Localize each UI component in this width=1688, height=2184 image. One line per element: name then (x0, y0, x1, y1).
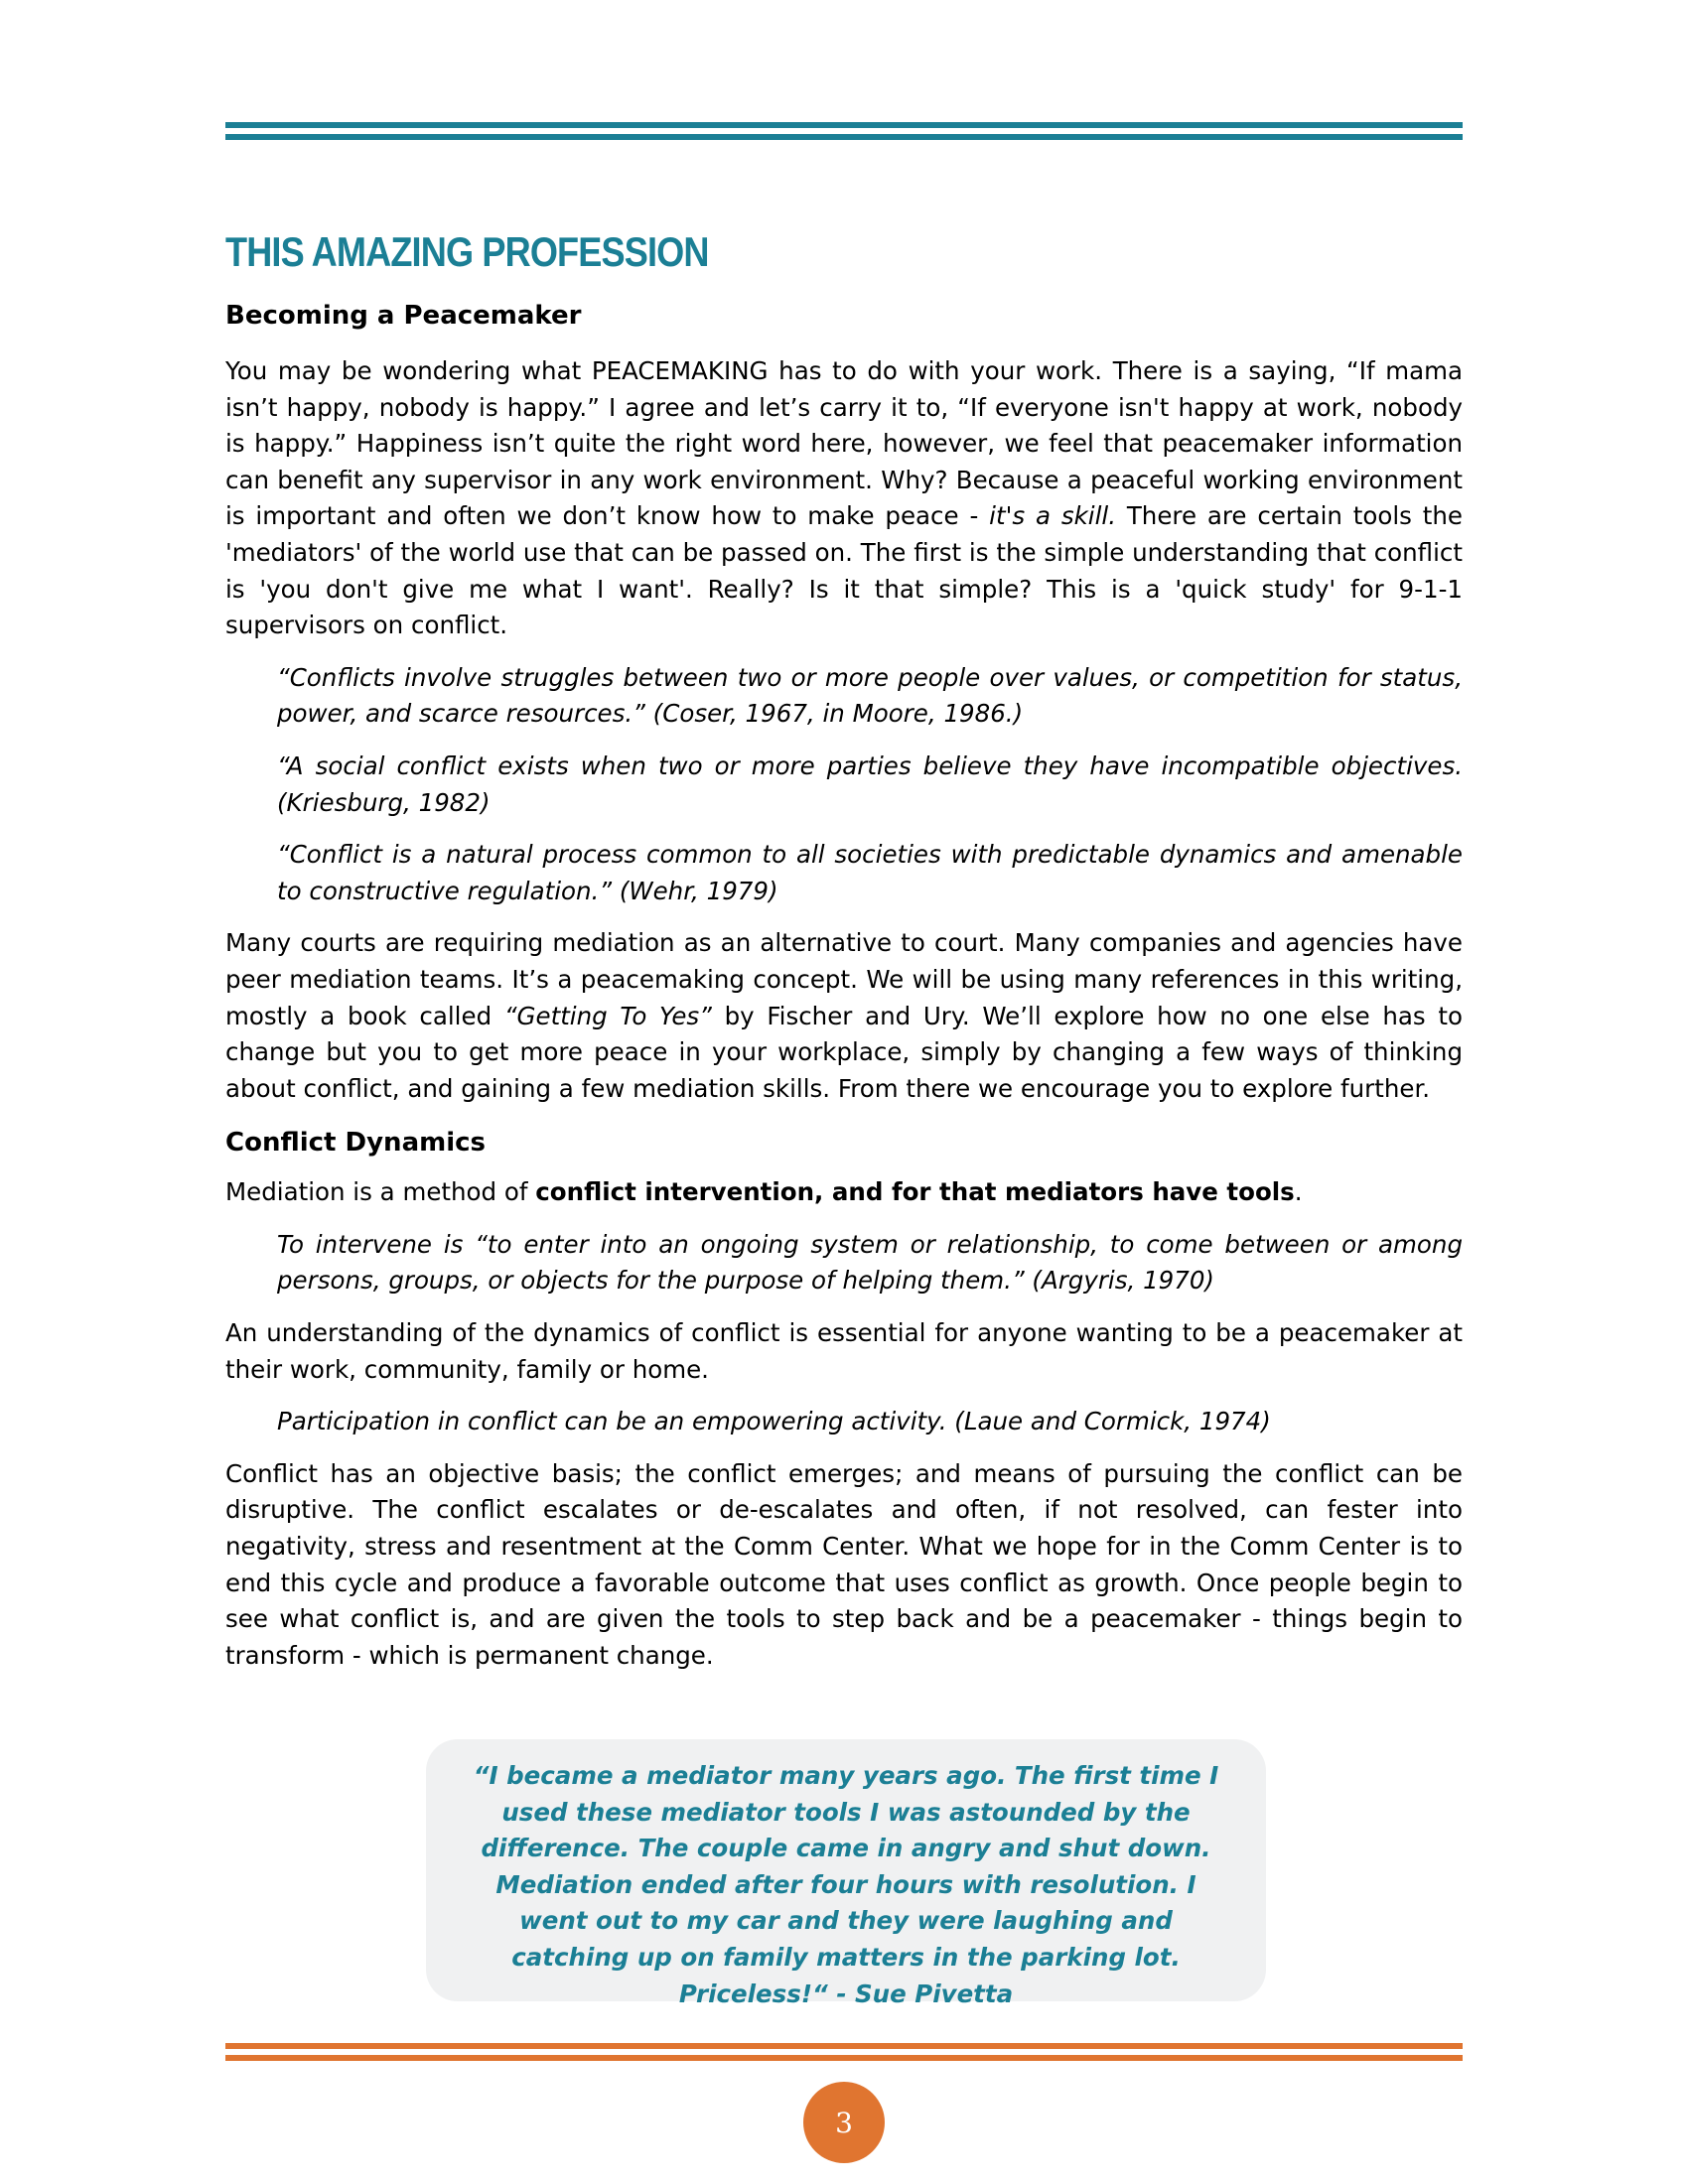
intro-text-a: You may be wondering what PEACEMAKING has to do with your work. There is a saying, “If mama isn’t happy, nobody is happy.” I agree and let’s carry it to, “If everyone isn't happy at work, nobody is happy.” Happiness isn’t quite the right word here, however, we feel that peacemaker information can benefit any supervisor in any work environment. Why? Because a peaceful working environment is important and often we don’t know how to make peace - (225, 356, 1463, 531)
intro-text-b: There are certain tools the 'mediators' of the world use that can be passed on. The first is the simple understanding that conflict is 'you don't give me what I want'. Really? Is it that simple? This is a 'quick study' for 9-1-1 supervisors on conflict. (225, 501, 1464, 640)
quote-kriesburg: “A social conflict exists when two or more parties believe they have incompatible objectives. (Kriesburg, 1982) (277, 751, 1463, 817)
mediation-paragraph (225, 1174, 1463, 1211)
quote-laue-cormick: Participation in conflict can be an empowering activity. (Laue and Cormick, 1974) (277, 1407, 1271, 1436)
courts-text-a: Many courts are requiring mediation as an alternative to court. Many companies and agencies have peer mediation teams. It’s a peacemaking concept. We will be using many references in this writing, mostly a book called (225, 928, 1463, 1030)
testimonial-callout (426, 1739, 1266, 2008)
courts-text-b: by Fischer and Ury. We’ll explore how no one else has to change but you to get more peace in your workplace, simply by changing a few ways of thinking about conflict, and gaining a few mediation skills. From there we encourage you to explore further. (225, 1001, 1463, 1103)
book-title: “Getting To Yes” (503, 1001, 712, 1030)
testimonial-text: “I became a mediator many years ago. The first time I used these mediator tools I was astounded by the difference. The couple came in angry and shut down. Mediation ended after four hours with resolution. I went out to my car and they were laughing and catching up on family matters in the parking lot. Priceless!“ - Sue Pivetta (473, 1761, 1219, 2008)
section-heading-peacemaker: Becoming a Peacemaker (225, 301, 582, 331)
intro-emphasis: it's a skill. (989, 501, 1116, 531)
mediation-text-b: . (1294, 1177, 1303, 1207)
quote-wehr: “Conflict is a natural process common to all societies with predictable dynamics and amenable to constructive regulation.” (Wehr, 1979) (277, 840, 1463, 905)
page-number: 3 (835, 2106, 853, 2139)
section-heading-dynamics: Conflict Dynamics (225, 1128, 487, 1159)
footer-rule-top (225, 2043, 1463, 2049)
header-rule-bottom (225, 134, 1463, 140)
page-number-badge (803, 2082, 885, 2163)
mediation-text-a: Mediation is a method of (225, 1177, 536, 1207)
courts-paragraph (225, 925, 1463, 1107)
quote-coser: “Conflicts involve struggles between two or more people over values, or competition for status, power, and scarce resources.” (Coser, 1967, in Moore, 1986.) (277, 662, 1463, 729)
mediation-bold: conflict intervention, and for that mediators have tools (535, 1177, 1295, 1207)
closing-paragraph: Conflict has an objective basis; the conflict emerges; and means of pursuing the conflict can be disruptive. The conflict escalates or de-escalates and often, if not resolved, can fester into negativity, stress and resentment at the Comm Center. What we hope for in the Comm Center is to end this cycle and produce a favorable outcome that uses conflict as growth. Once people begin to see what conflict is, and are given the tools to step back and be a peacemaker - things begin to transform - which is permanent change. (225, 1458, 1463, 1670)
footer-rule-bottom (225, 2055, 1463, 2061)
page-content (225, 224, 1463, 1674)
page-title: THIS AMAZING PROFESSION (225, 228, 709, 275)
intro-paragraph (225, 353, 1463, 644)
understanding-paragraph: An understanding of the dynamics of conflict is essential for anyone wanting to be a peacemaker at their work, community, family or home. (225, 1318, 1463, 1384)
quote-argyris: To intervene is “to enter into an ongoing system or relationship, to come between or among persons, groups, or objects for the purpose of helping them.” (Argyris, 1970) (277, 1229, 1463, 1296)
header-rule-top (225, 122, 1463, 128)
